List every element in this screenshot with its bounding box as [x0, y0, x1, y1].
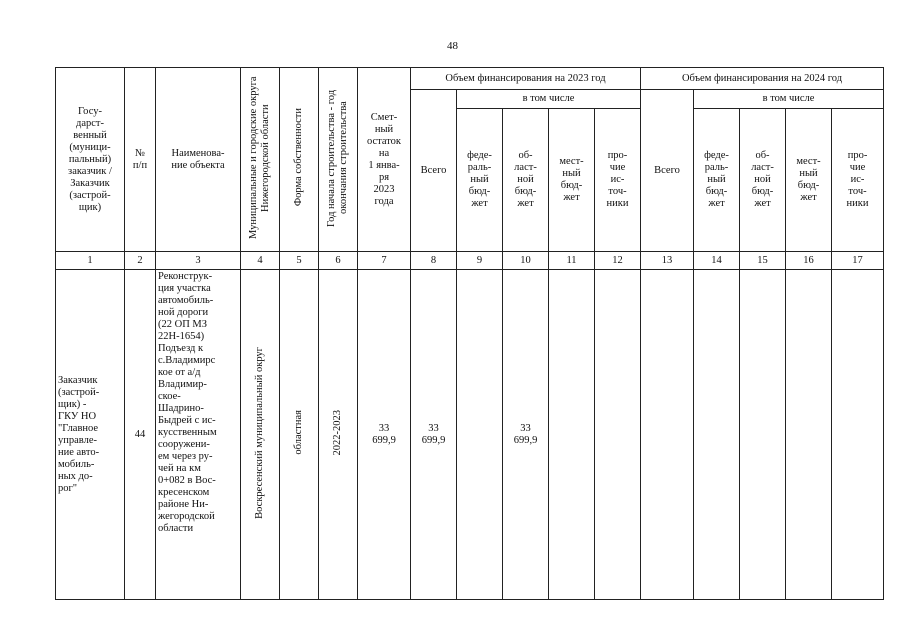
- header-total-2023: Всего: [411, 90, 457, 252]
- cell-local-2023: [549, 270, 595, 600]
- column-number: 2: [125, 252, 156, 270]
- column-number: 12: [595, 252, 641, 270]
- cell-total-2024: [641, 270, 694, 600]
- column-number: 8: [411, 252, 457, 270]
- cell-ownership: областная: [280, 270, 319, 600]
- header-including-2023: в том числе: [457, 90, 641, 109]
- header-regional-2024: об- ласт- ной бюд- жет: [740, 109, 786, 252]
- header-funding-2023: Объем финансирования на 2023 год: [411, 68, 641, 90]
- header-other-2024: про- чие ис- точ- ники: [832, 109, 884, 252]
- column-number: 6: [319, 252, 358, 270]
- cell-customer: Заказчик (застрой- щик) - ГКУ НО "Главное управле- ние авто- мобиль- ных до- рог": [56, 270, 125, 600]
- header-regional-2023: об- ласт- ной бюд- жет: [503, 109, 549, 252]
- column-number: 9: [457, 252, 503, 270]
- cell-local-2024: [786, 270, 832, 600]
- column-number: 7: [358, 252, 411, 270]
- header-federal-2023: феде- раль- ный бюд- жет: [457, 109, 503, 252]
- header-local-2023: мест- ный бюд- жет: [549, 109, 595, 252]
- table-row: [56, 270, 884, 600]
- column-number: 13: [641, 252, 694, 270]
- column-number: 17: [832, 252, 884, 270]
- cell-years: 2022-2023: [319, 270, 358, 600]
- cell-estimate: 33 699,9: [358, 270, 411, 600]
- header-including-2024: в том числе: [694, 90, 884, 109]
- column-number: 4: [241, 252, 280, 270]
- column-number-row: [56, 252, 884, 270]
- header-total-2024: Всего: [641, 90, 694, 252]
- column-number: 5: [280, 252, 319, 270]
- header-num: № п/п: [125, 68, 156, 252]
- column-number: 11: [549, 252, 595, 270]
- header-federal-2024: феде- раль- ный бюд- жет: [694, 109, 740, 252]
- cell-other-2023: [595, 270, 641, 600]
- header-local-2024: мест- ный бюд- жет: [786, 109, 832, 252]
- column-number: 14: [694, 252, 740, 270]
- header-districts: Муниципальные и городские округа Нижегородской области: [241, 68, 280, 252]
- cell-federal-2023: [457, 270, 503, 600]
- cell-other-2024: [832, 270, 884, 600]
- cell-federal-2024: [694, 270, 740, 600]
- header-customer: Госу- дарст- венный (муници- пальный) заказчик / Заказчик (застрой- щик): [56, 68, 125, 252]
- column-number: 16: [786, 252, 832, 270]
- header-years: Год начала строительства - год окончания строительства: [319, 68, 358, 252]
- header-object: Наименова- ние объекта: [156, 68, 241, 252]
- header-ownership: Форма собственности: [280, 68, 319, 252]
- cell-num: 44: [125, 270, 156, 600]
- financing-table: [55, 67, 884, 600]
- column-number: 3: [156, 252, 241, 270]
- header-row-top: [56, 68, 884, 90]
- cell-object: Реконструк- ция участка автомобиль- ной дороги (22 ОП МЗ 22Н-1654) Подъезд к с.Владимирс кое от а/д Владимир- ское- Шадрино- Быдрей с ис- кусственным сооружени- ем через ру- чей на км 0+082 в Вос- кресенском районе Ни- жегородской области: [156, 270, 241, 600]
- header-estimate: Смет- ный остаток на 1 янва- ря 2023 года: [358, 68, 411, 252]
- cell-regional-2023: 33 699,9: [503, 270, 549, 600]
- column-number: 10: [503, 252, 549, 270]
- column-number: 15: [740, 252, 786, 270]
- cell-total-2023: 33 699,9: [411, 270, 457, 600]
- column-number: 1: [56, 252, 125, 270]
- cell-district: Воскресенский муниципальный округ: [241, 270, 280, 600]
- header-funding-2024: Объем финансирования на 2024 год: [641, 68, 884, 90]
- cell-regional-2024: [740, 270, 786, 600]
- page-number: 48: [447, 40, 458, 52]
- header-other-2023: про- чие ис- точ- ники: [595, 109, 641, 252]
